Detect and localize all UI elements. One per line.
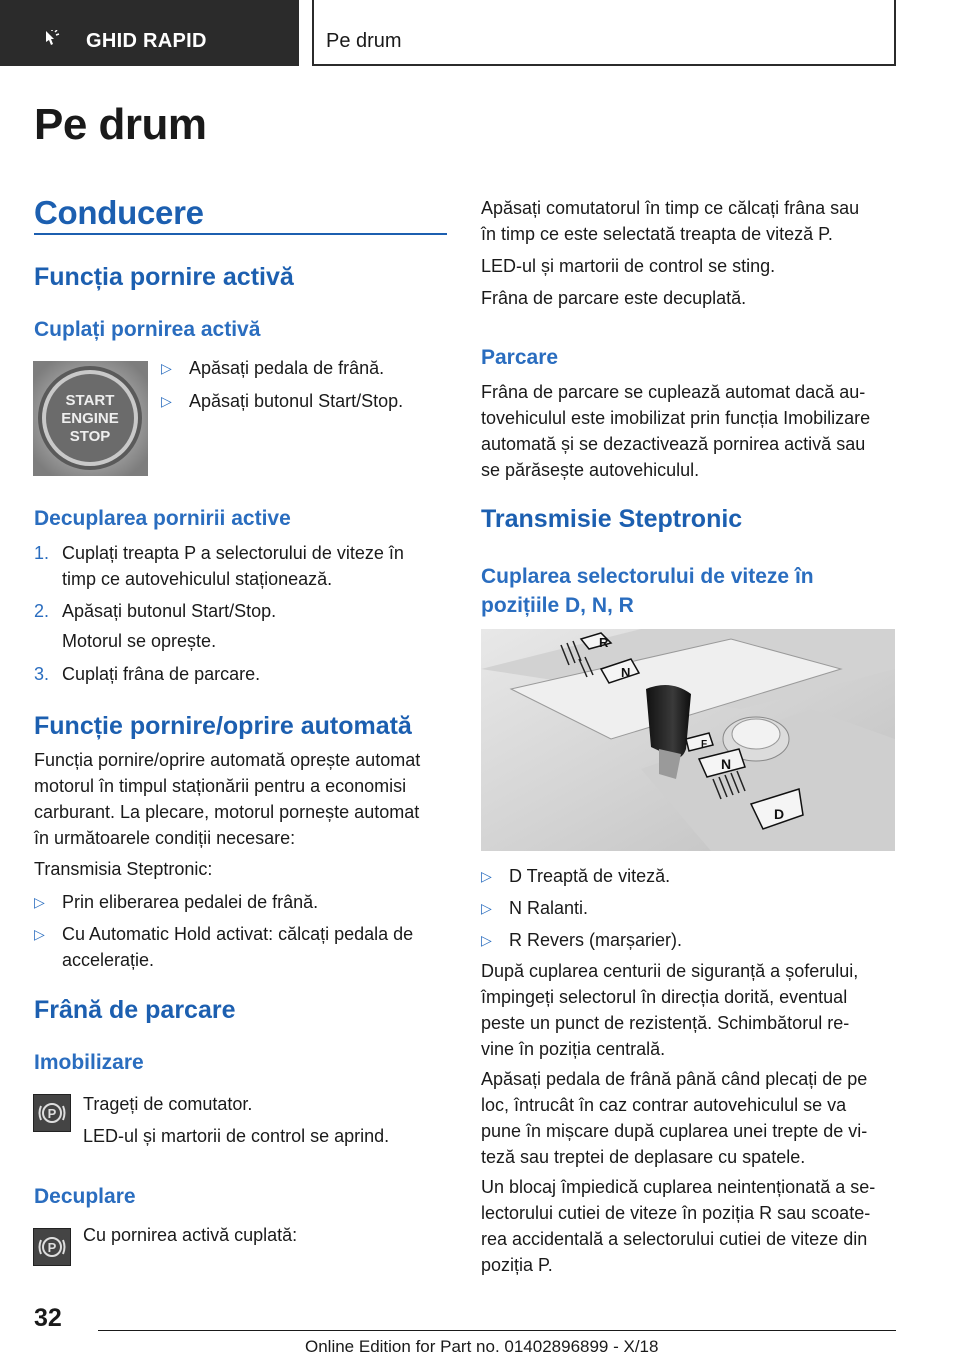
list-item: ▷ N Ralanti.	[481, 895, 588, 921]
list-item: ▷ Apăsați butonul Start/Stop.	[161, 388, 403, 414]
header-section	[312, 0, 896, 66]
para-apasati-pedala: Apăsați pedala de frână până când plecați de pe loc, întrucât în caz contrar autovehiculul se va pune în mișcare după cuplarea unei trepte de vi- teză sau treptei de deplasare cu spatele.	[481, 1069, 868, 1167]
step-item: 1. Cuplați treapta P a selectorului de viteze în timp ce autovehiculul staționează.	[34, 543, 404, 589]
led-off-text: LED-ul și martorii de control se sting.	[481, 256, 776, 276]
pointer-icon	[44, 30, 64, 46]
para-dupa-cuplarea: După cuplarea centurii de siguranță a șoferului, împingeți selectorul în direcția dorită, eventual peste un punct de rezistență. Schimbătorul re- vine în poziția centrală.	[481, 961, 859, 1059]
parking-brake-icon	[33, 1094, 71, 1132]
heading-rule	[34, 233, 447, 235]
triangle-bullet-icon: ▷	[161, 360, 172, 376]
heading-transmisie-steptronic: Transmisie Steptronic	[481, 505, 743, 533]
svg-text:P: P	[47, 1106, 57, 1121]
heading-decuplare: Decuplare	[34, 1185, 136, 1208]
step-item: 2. Apăsați butonul Start/Stop.	[34, 601, 277, 621]
svg-text:P: P	[47, 1240, 57, 1255]
triangle-bullet-icon: ▷	[34, 926, 45, 942]
triangle-bullet-icon: ▷	[34, 894, 45, 910]
step-result: Motorul se oprește.	[62, 631, 217, 651]
gear-label-f: F	[701, 739, 708, 750]
list-item: ▷ R Revers (marșarier).	[481, 927, 682, 953]
header-tab-label: GHID RAPID	[86, 30, 207, 52]
header-section-label: Pe drum	[326, 30, 402, 52]
heading-parcare: Parcare	[481, 346, 559, 369]
parking-brake-icon	[33, 1228, 71, 1266]
list-item: ▷ Apăsați pedala de frână.	[161, 355, 384, 381]
engine-label: ENGINE	[61, 410, 119, 427]
transmisia-label: Transmisia Steptronic:	[34, 859, 213, 879]
heading-frana-parcare: Frână de parcare	[34, 996, 236, 1024]
heading-conducere: Conducere	[34, 194, 204, 231]
heading-imobilizare: Imobilizare	[34, 1051, 144, 1074]
page-title: Pe drum	[34, 100, 207, 149]
start-label: START	[65, 392, 115, 409]
triangle-bullet-icon: ▷	[481, 900, 492, 916]
brake-released-text: Frâna de parcare este decuplată.	[481, 288, 747, 308]
gear-label-d: D	[774, 806, 785, 822]
right-top-paragraph: Apăsați comutatorul în timp ce călcați frâna sau în timp ce este selectată treapta de viteză P.	[481, 198, 860, 244]
heading-functia-pornire: Funcția pornire activă	[34, 263, 294, 291]
footer-edition: Online Edition for Part no. 01402896899 - X/18	[305, 1337, 659, 1356]
gear-label-r: R	[599, 635, 609, 650]
imobilizare-step: Trageți de comutator.	[83, 1094, 253, 1114]
auto-paragraph: Funcția pornire/oprire automată oprește automat motorul în timpul staționării pentru a economisi carburant. La plecare, motorul pornește automat în următoarele condiții necesare:	[34, 750, 421, 848]
step-item: 3. Cuplați frâna de parcare.	[34, 664, 261, 684]
triangle-bullet-icon: ▷	[161, 393, 172, 409]
gear-label-n-upper: N	[621, 665, 631, 680]
parcare-paragraph: Frâna de parcare se cuplează automat dacă au- tovehiculul este imobilizat prin funcția Imobilizare automată și se dezactivează pornirea activă sau se părăsește autovehiculul.	[481, 382, 871, 480]
stop-label: STOP	[69, 428, 111, 445]
para-blocaj: Un blocaj împiedică cuplarea neintenționată a se- lectorului cutiei de viteze în poziția R sau scoate- rea accidentală a selectorului cutiei de viteze din poziția P.	[481, 1177, 876, 1275]
footer-rule	[98, 1330, 896, 1331]
list-item: ▷ D Treaptă de viteză.	[481, 863, 670, 889]
triangle-bullet-icon: ▷	[481, 868, 492, 884]
heading-cuplarea-selectorului: Cuplarea selectorului de viteze în pozițiile D, N, R	[481, 565, 814, 617]
list-item: ▷ Cu Automatic Hold activat: călcați pedala de accelerație.	[34, 921, 413, 973]
imobilizare-result: LED-ul și martorii de control se aprind.	[83, 1126, 390, 1146]
decuplare-step: Cu pornirea activă cuplată:	[83, 1225, 298, 1245]
gear-label-n-lower: N	[721, 756, 732, 772]
heading-cuplati-pornirea: Cuplați pornirea activă	[34, 318, 261, 341]
header-tab-quick-guide[interactable]	[0, 0, 299, 66]
list-item: ▷ Prin eliberarea pedalei de frână.	[34, 889, 318, 915]
gear-selector-image	[481, 629, 895, 851]
start-engine-stop-image	[33, 361, 148, 476]
triangle-bullet-icon: ▷	[481, 932, 492, 948]
heading-pornire-oprire: Funcție pornire/oprire automată	[34, 712, 412, 740]
heading-decuplarea-pornirii: Decuplarea pornirii active	[34, 507, 291, 530]
page-number: 32	[34, 1304, 62, 1332]
